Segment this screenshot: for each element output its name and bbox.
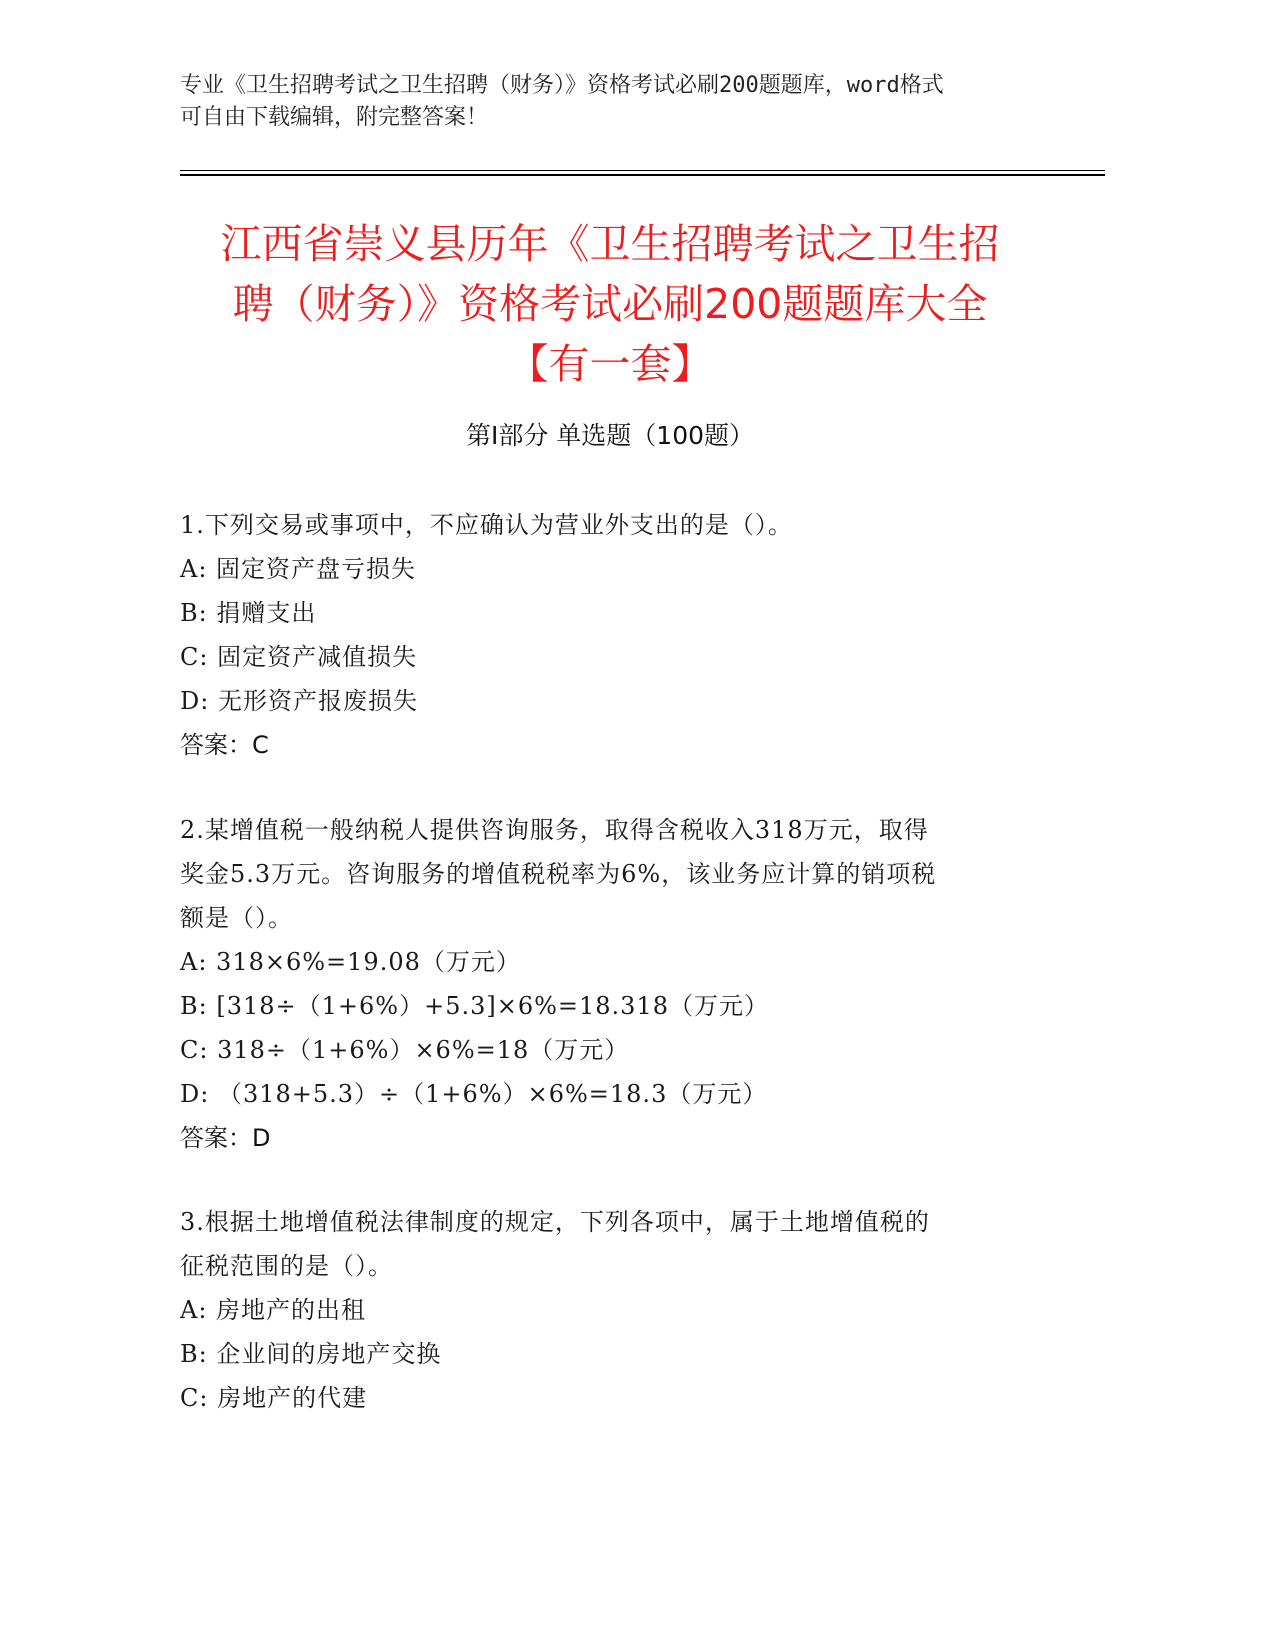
header-note [180, 70, 1040, 134]
question-stem-line-2: 征税范围的是（）。 [180, 1252, 393, 1280]
option-d: D: 无形资产报废损失 [180, 687, 418, 715]
question-stem-line-1: 3.根据土地增值税法律制度的规定，下列各项中，属于土地增值税的 [180, 1208, 930, 1236]
question-stem-line-1: 2.某增值税一般纳税人提供咨询服务，取得含税收入318万元，取得 [180, 816, 929, 844]
option-b: B: 捐赠支出 [180, 599, 317, 627]
answer: 答案：D [180, 1124, 271, 1152]
option-c: C: 房地产的代建 [180, 1384, 368, 1412]
document-title [180, 214, 1040, 394]
question-stem-line-3: 额是（）。 [180, 904, 293, 932]
header-note-line-1: 专业《卫生招聘考试之卫生招聘（财务）》资格考试必刷200题题库，word格式 [180, 73, 944, 98]
question-stem: 1.下列交易或事项中，不应确认为营业外支出的是（）。 [180, 511, 793, 539]
answer: 答案：C [180, 731, 269, 759]
question-1 [180, 503, 1030, 767]
option-a: A: 318×6%=19.08（万元） [180, 948, 521, 976]
document-title-line-1: 江西省崇义县历年《卫生招聘考试之卫生招 [220, 220, 1000, 268]
option-b: B: [318÷（1+6%）+5.3]×6%=18.318（万元） [180, 992, 769, 1020]
question-3 [180, 1200, 1030, 1420]
header-note-line-2: 可自由下载编辑，附完整答案！ [180, 105, 489, 130]
question-stem-line-2: 奖金5.3万元。咨询服务的增值税税率为6%，该业务应计算的销项税 [180, 860, 937, 888]
question-2 [180, 808, 1030, 1160]
option-c: C: 318÷（1+6%）×6%=18（万元） [180, 1036, 630, 1064]
option-d: D: （318+5.3）÷（1+6%）×6%=18.3（万元） [180, 1080, 768, 1108]
option-a: A: 固定资产盘亏损失 [180, 555, 417, 583]
option-b: B: 企业间的房地产交换 [180, 1340, 442, 1368]
section-heading: 第Ⅰ部分 单选题（100题） [465, 421, 755, 450]
option-a: A: 房地产的出租 [180, 1296, 367, 1324]
document-title-line-2: 聘（财务）》资格考试必刷200题题库大全 [232, 280, 988, 328]
option-c: C: 固定资产减值损失 [180, 643, 418, 671]
header-divider-thick [180, 174, 1105, 176]
document-title-line-3: 【有一套】 [507, 340, 713, 388]
header-divider-thin [180, 170, 1105, 171]
